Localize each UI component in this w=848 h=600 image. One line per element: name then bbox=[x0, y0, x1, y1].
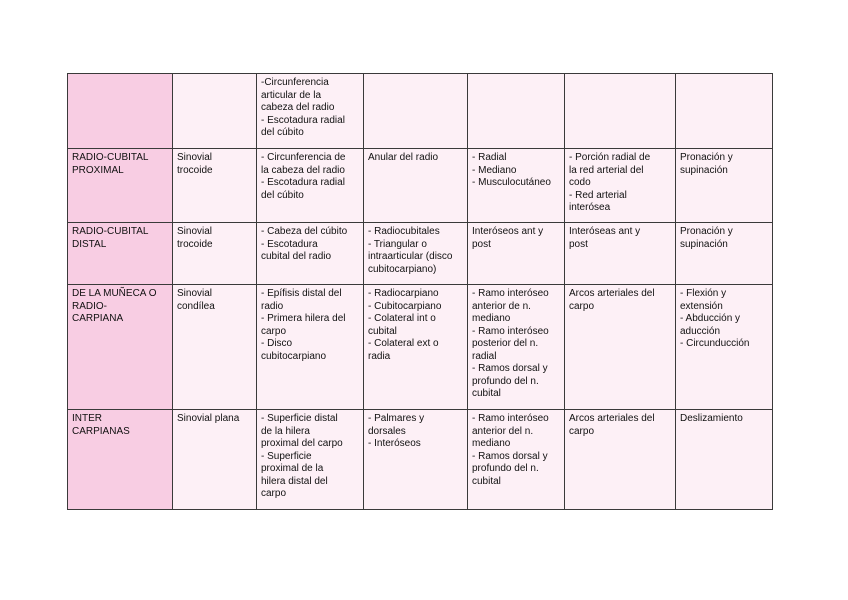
joint-type-cell bbox=[173, 74, 257, 149]
ligaments-cell: Anular del radio bbox=[364, 149, 468, 223]
arteries-cell bbox=[565, 74, 676, 149]
table-row bbox=[68, 74, 773, 149]
articular-surfaces-cell: - Superficie distal de la hilera proximal del carpo - Superficie proximal de la hilera distal del carpo bbox=[257, 410, 364, 510]
joint-type-cell: Sinovial condílea bbox=[173, 285, 257, 410]
ligaments-cell: - Radiocubitales - Triangular o intraarticular (disco cubitocarpiano) bbox=[364, 223, 468, 285]
movements-cell bbox=[676, 74, 773, 149]
joint-name-cell: RADIO-CUBITAL PROXIMAL bbox=[68, 149, 173, 223]
table-row bbox=[68, 149, 773, 223]
movements-cell: Pronación y supinación bbox=[676, 223, 773, 285]
arteries-cell: Interóseas ant y post bbox=[565, 223, 676, 285]
articular-surfaces-cell: - Epífisis distal del radio - Primera hilera del carpo - Disco cubitocarpiano bbox=[257, 285, 364, 410]
joint-type-cell: Sinovial plana bbox=[173, 410, 257, 510]
arteries-cell: - Porción radial de la red arterial del codo - Red arterial interósea bbox=[565, 149, 676, 223]
movements-cell: - Flexión y extensión - Abducción y aducción - Circunducción bbox=[676, 285, 773, 410]
joint-name-cell bbox=[68, 74, 173, 149]
nerves-cell bbox=[468, 74, 565, 149]
joint-name-cell: DE LA MUÑECA O RADIO- CARPIANA bbox=[68, 285, 173, 410]
joint-type-cell: Sinovial trocoide bbox=[173, 223, 257, 285]
arteries-cell: Arcos arteriales del carpo bbox=[565, 410, 676, 510]
movements-cell: Deslizamiento bbox=[676, 410, 773, 510]
table-row bbox=[68, 223, 773, 285]
nerves-cell: - Ramo interóseo anterior de n. mediano - Ramo interóseo posterior del n. radial - Ramos dorsal y profundo del n. cubital bbox=[468, 285, 565, 410]
table-row bbox=[68, 285, 773, 410]
joint-type-cell: Sinovial trocoide bbox=[173, 149, 257, 223]
movements-cell: Pronación y supinación bbox=[676, 149, 773, 223]
ligaments-cell bbox=[364, 74, 468, 149]
ligaments-cell: - Radiocarpiano - Cubitocarpiano - Colateral int o cubital - Colateral ext o radia bbox=[364, 285, 468, 410]
nerves-cell: Interóseos ant y post bbox=[468, 223, 565, 285]
nerves-cell: - Radial - Mediano - Musculocutáneo bbox=[468, 149, 565, 223]
arteries-cell: Arcos arteriales del carpo bbox=[565, 285, 676, 410]
nerves-cell: - Ramo interóseo anterior del n. mediano - Ramos dorsal y profundo del n. cubital bbox=[468, 410, 565, 510]
joint-name-cell: RADIO-CUBITAL DISTAL bbox=[68, 223, 173, 285]
articular-surfaces-cell: - Cabeza del cúbito - Escotadura cubital del radio bbox=[257, 223, 364, 285]
articular-surfaces-cell: - Circunferencia de la cabeza del radio - Escotadura radial del cúbito bbox=[257, 149, 364, 223]
table-row bbox=[68, 410, 773, 510]
articular-surfaces-cell: -Circunferencia articular de la cabeza del radio - Escotadura radial del cúbito bbox=[257, 74, 364, 149]
ligaments-cell: - Palmares y dorsales - Interóseos bbox=[364, 410, 468, 510]
joint-name-cell: INTER CARPIANAS bbox=[68, 410, 173, 510]
joints-table bbox=[67, 73, 773, 510]
